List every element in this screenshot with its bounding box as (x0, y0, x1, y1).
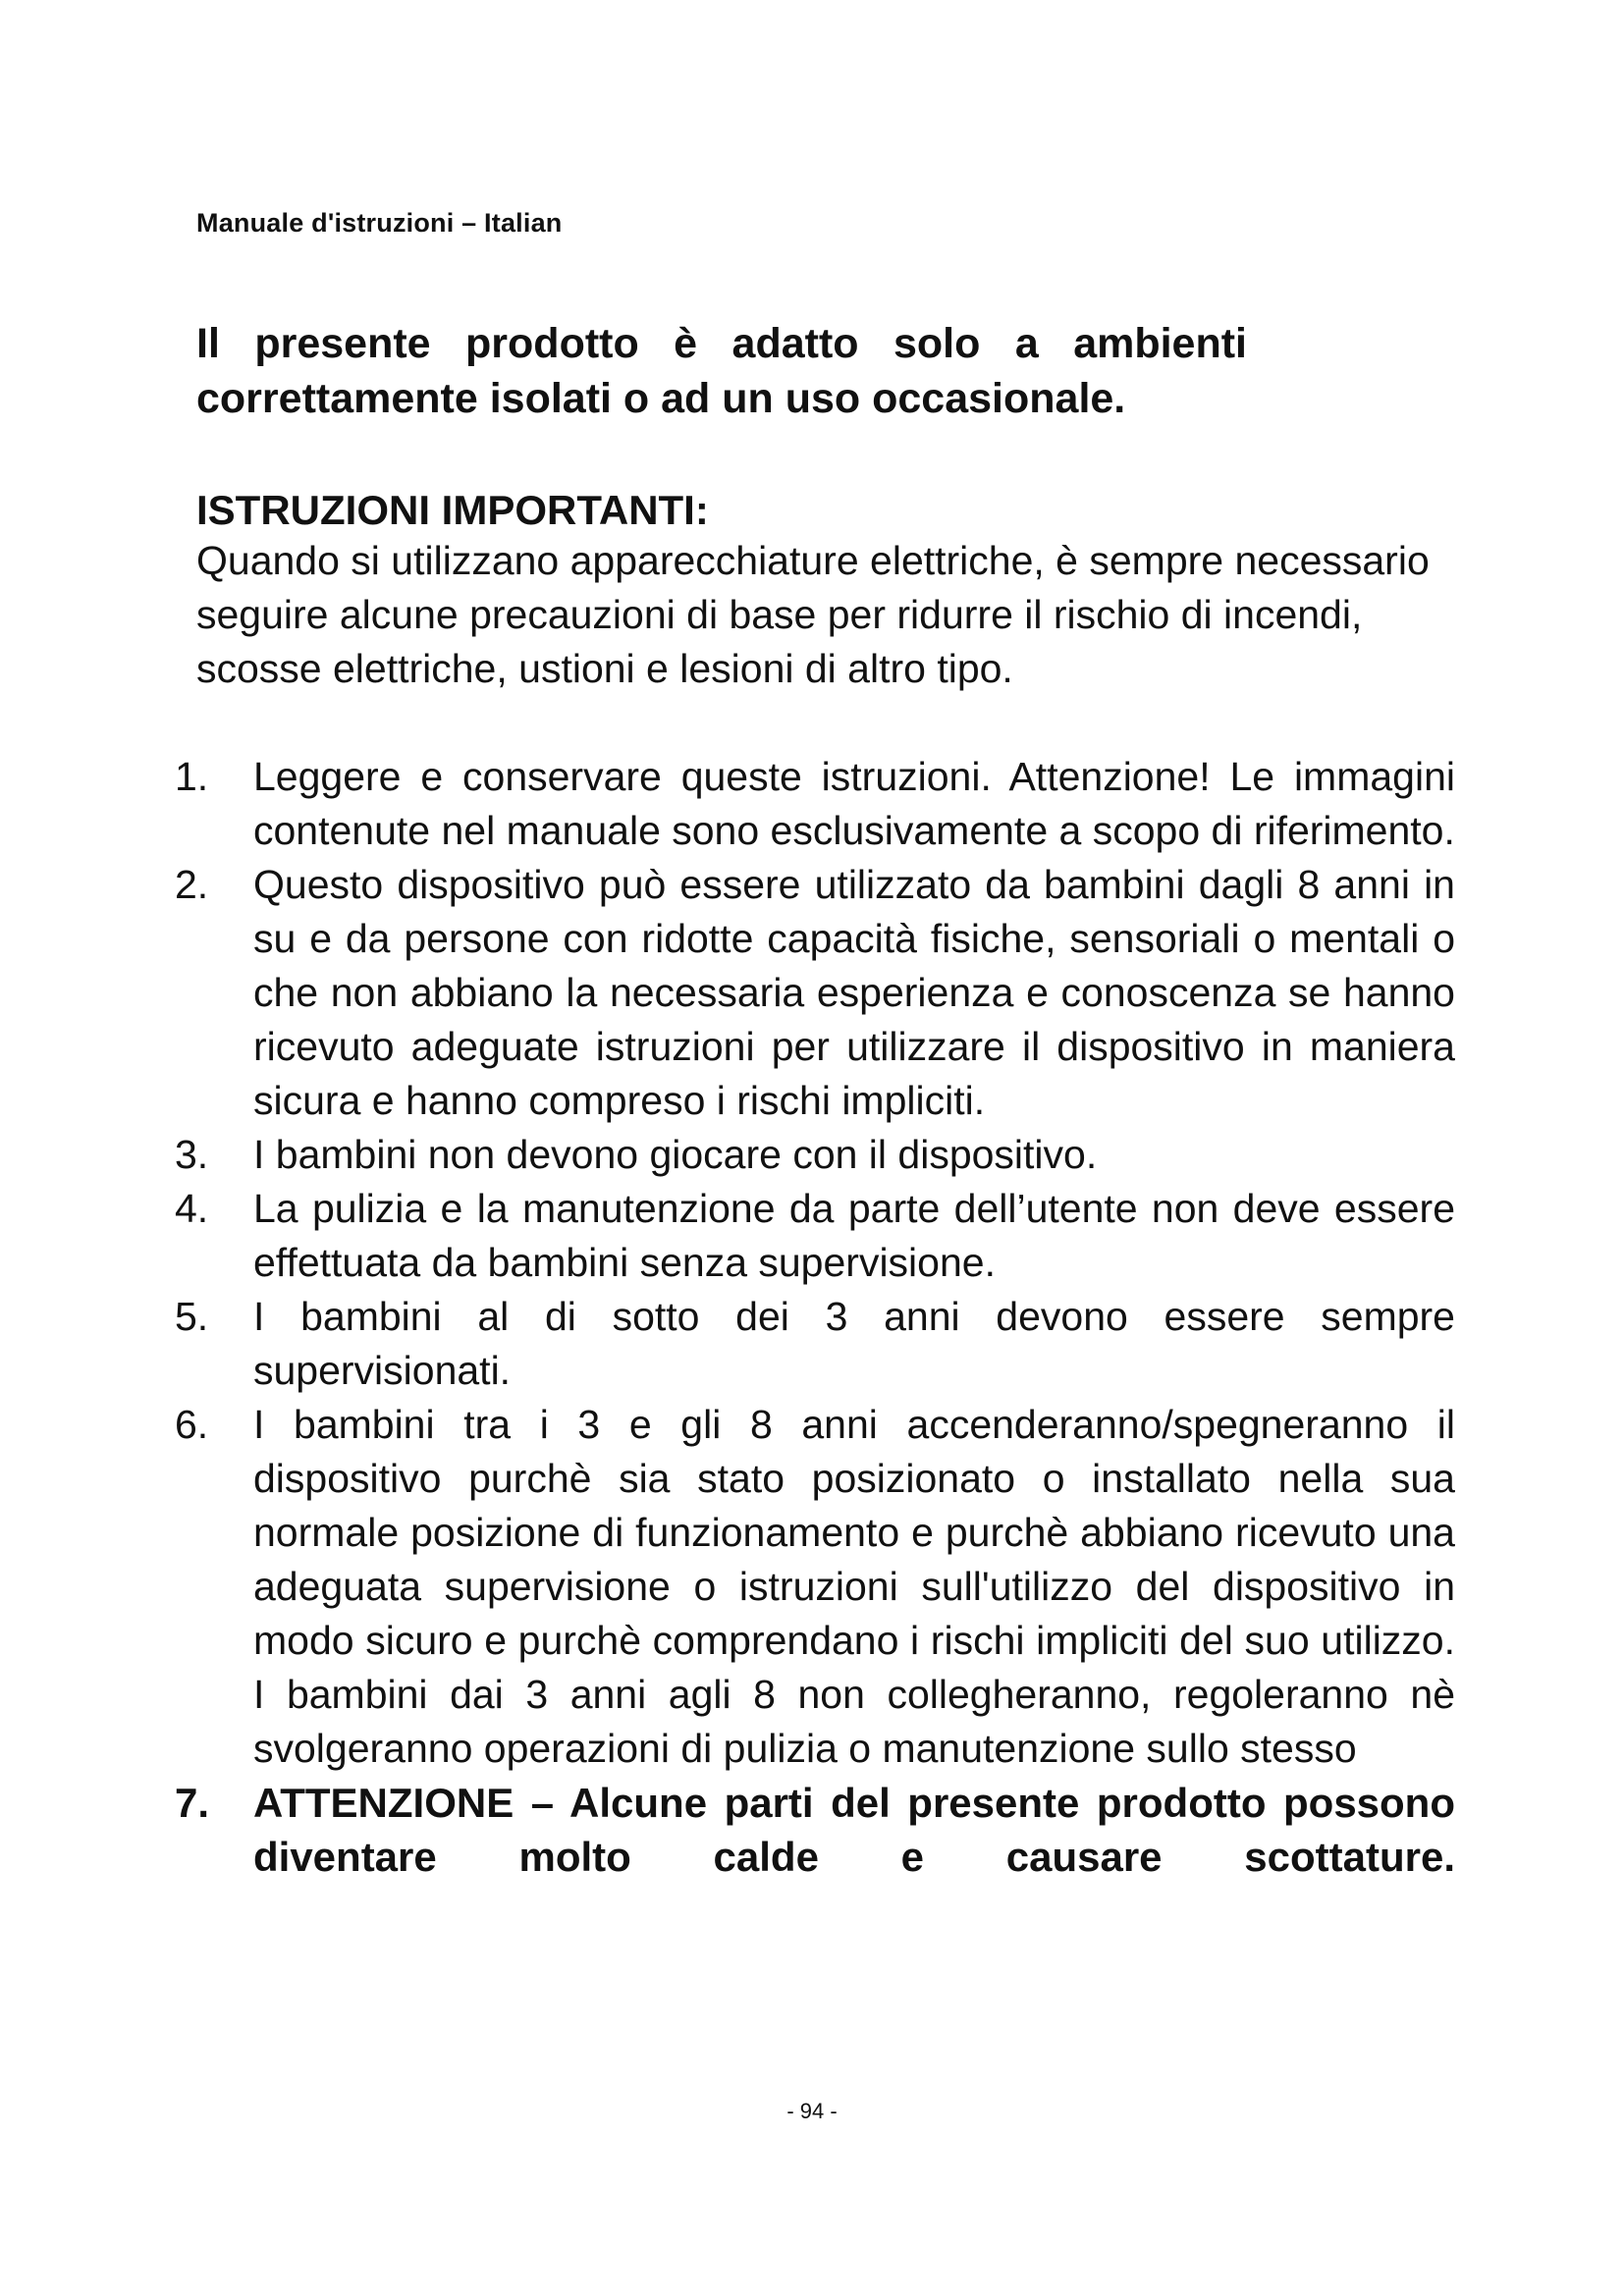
instructions-list (169, 750, 1455, 1884)
list-item-number: 4. (175, 1186, 209, 1231)
running-header: Manuale d'istruzioni – Italian (196, 208, 563, 238)
list-item-number: 1. (175, 754, 209, 799)
list-item-number: 3. (175, 1132, 209, 1177)
list-item (169, 858, 1455, 1128)
list-item-text: Leggere e conservare queste istruzioni. Attenzione! Le immagini contenute nel manuale sono esclusivamente a scopo di riferimento. (253, 754, 1455, 853)
list-item (169, 1290, 1455, 1398)
list-item (169, 1182, 1455, 1290)
list-item-text: I bambini non devono giocare con il dispositivo. (253, 1132, 1098, 1177)
list-item-number: 5. (175, 1294, 209, 1339)
list-item (169, 750, 1455, 858)
page-number: - 94 - (786, 2099, 838, 2123)
section-intro-paragraph: Quando si utilizzano apparecchiature elettriche, è sempre necessario seguire alcune precauzioni di base per ridurre il rischio di incendi, scosse elettriche, ustioni e lesioni di altro tipo. (196, 538, 1430, 691)
list-item (169, 1128, 1455, 1182)
section-title: ISTRUZIONI IMPORTANTI: (196, 487, 709, 533)
isolation-warning-heading: Il presente prodotto è adatto solo a ambienti correttamente isolati o ad un uso occasionale. (196, 320, 1247, 422)
list-item-number: 7. (175, 1780, 210, 1826)
list-item-text: Questo dispositivo può essere utilizzato da bambini dagli 8 anni in su e da persone con ridotte capacità fisiche, sensoriali o mentali o che non abbiano la necessaria esperienza e conoscenza se hanno ricevuto adeguate istruzioni per utilizzare il dispositivo in maniera sicura e hanno compreso i rischi impliciti. (253, 862, 1455, 1123)
list-item-warning (169, 1776, 1455, 1884)
list-item-text: I bambini al di sotto dei 3 anni devono essere sempre supervisionati. (253, 1294, 1455, 1393)
list-item-number: 6. (175, 1402, 209, 1447)
list-item-text: I bambini tra i 3 e gli 8 anni accenderanno/spegneranno il dispositivo purchè sia stato posizionato o installato nella sua normale posizione di funzionamento e purchè abbiano ricevuto una adeguata supervisione o istruzioni sull'utilizzo del dispositivo in modo sicuro e purchè comprendano i rischi impliciti del suo utilizzo. I bambini dai 3 anni agli 8 non collegheranno, regoleranno nè svolgeranno operazioni di pulizia o manutenzione sullo stesso (253, 1402, 1455, 1771)
list-item-text: ATTENZIONE – Alcune parti del presente prodotto possono diventare molto calde e causare scottature. (253, 1780, 1455, 1880)
list-item (169, 1398, 1455, 1776)
list-item-number: 2. (175, 862, 209, 907)
list-item-text: La pulizia e la manutenzione da parte dell’utente non deve essere effettuata da bambini senza supervisione. (253, 1186, 1455, 1285)
